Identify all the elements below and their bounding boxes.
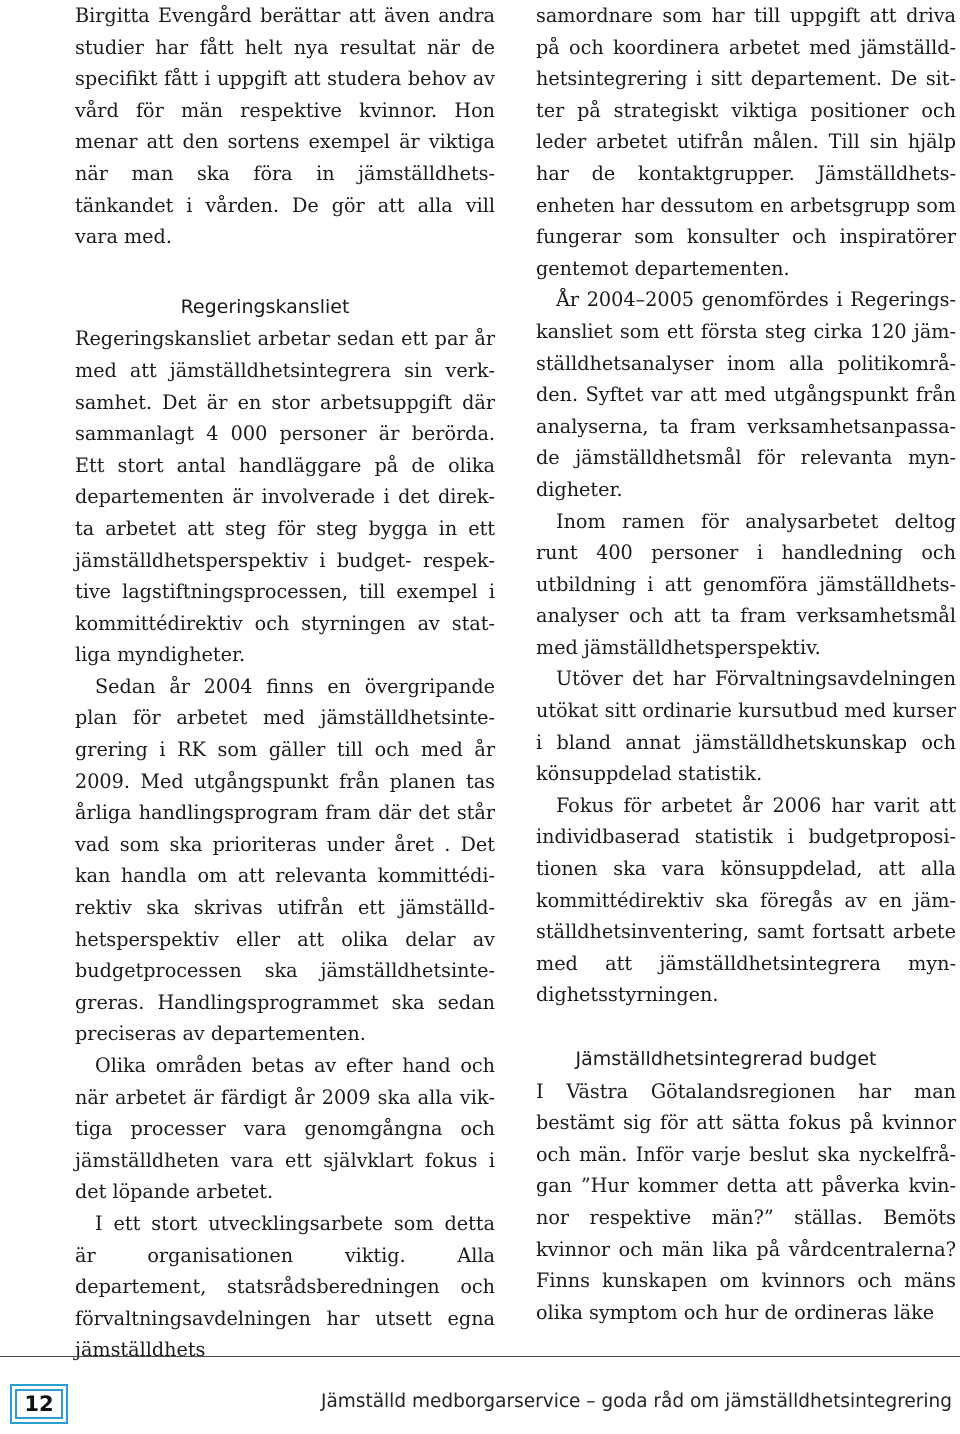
section-heading-regeringskansliet: Regeringskansliet [180,295,350,318]
page-number-box [10,1384,68,1424]
body-paragraph: Inom ramen för analysarbetet deltog runt 400 personer i handledning och utbildning i att genomföra jämställdhetsanalyser och att ta fram verksamhetsmål med jämställdhetsperspektiv. [536,509,956,659]
footer-title: Jämställd medborgarservice – goda råd om jämställdhetsintegrering [321,1391,952,1412]
section-heading-jamstalldhetsintegrerad-budget: Jämställdhetsintegrerad budget [575,1048,877,1070]
body-paragraph: Sedan år 2004 finns en övergripande plan för arbetet med jämställdhetsintegrering i RK som gäller till och med år 2009. Med utgångspunkt från planen tas årliga handlingsprogram fram där det står vad som ska prioriteras under året . Det kan handla om att relevanta kommittédirektiv ska skrivas utifrån ett jämställdhetsperspektiv eller att olika delar av budgetprocessen ska jämställdhetsintegreras. Handlingsprogrammet ska sedan preciseras av departementen. [75,674,495,1046]
body-paragraph: samordnare som har till uppgift att driva på och koordinera arbetet med jämställdhetsintegrering i sitt departement. De sitter på strategiskt viktiga positioner och leder arbetet utifrån målen. Till sin hjälp har de kontaktgrupper. Jämställdhetsenheten har dessutom en arbetsgrupp som fungerar som konsulter och inspiratörer gentemot departementen. [536,4,956,280]
body-paragraph: Olika områden betas av efter hand och när arbetet är färdigt år 2009 ska alla viktiga processer vara genomgångna och jämställdheten vara ett självklart fokus i det löpande arbetet. [75,1054,495,1204]
body-paragraph: Regeringskansliet arbetar sedan ett par år med att jämställdhetsintegrera sin verksamhet. Det är en stor arbetsuppgift där sammanlagt 4 000 personer är berörda. Ett stort antal handläggare på de olika departementen är involverade i det direkta arbetet att steg för steg bygga in ett jämställdhetsperspektiv i budget- respektive lagstiftningsprocessen, till exempel i kommittédirektiv och styrningen av statliga myndigheter. [75,327,495,667]
body-paragraph: Birgitta Evengård berättar att även andra studier har fått helt nya resultat när de specifikt fått i uppgift att studera behov av vård för män respektive kvinnor. Hon menar att den sortens exempel är viktiga när man ska föra in jämställdhetstänkandet i vården. De gör att alla vill vara med. [75,4,495,249]
body-paragraph: År 2004–2005 genomfördes i Regeringskansliet som ett första steg cirka 120 jämställdhetsanalyser inom alla politikområden. Syftet var att med utgångspunkt från analyserna, ta fram verksamhetsanpassade jämställdhetsmål för relevanta myndigheter. [536,288,956,501]
body-paragraph: Fokus för arbetet år 2006 har varit att individbaserad statistik i budgetpropositionen ska vara könsuppdelad, att alla kommittédirektiv ska föregås av en jämställdhetsinventering, samt fortsatt arbete med att jämställdhetsintegrera myndighetsstyrningen. [536,793,956,1007]
right-column [536,0,956,1328]
footer-divider [0,1356,960,1357]
body-paragraph: I Västra Götalandsregionen har man bestämt sig för att sätta fokus på kvinnor och män. Inför varje beslut ska nyckelfrågan ”Hur kommer detta att påverka kvinnor respektive män?” ställas. Bemöts kvinnor och män lika på vårdcentralerna? Finns kunskapen om kvinnors och mäns olika symptom och hur de ordineras läke [536,1079,956,1324]
left-column [75,0,495,1366]
body-paragraph: Utöver det har Förvaltningsavdelningen utökat sitt ordinarie kursutbud med kurser i bland annat jämställdhetskunskap och könsuppdelad statistik. [536,667,956,786]
body-paragraph: I ett stort utvecklingsarbete som detta är organisationen viktig. Alla departement, statsrådsberedningen och förvaltningsavdelningen har utsett egna jämställdhets [75,1211,495,1362]
page-number: 12 [24,1392,54,1416]
